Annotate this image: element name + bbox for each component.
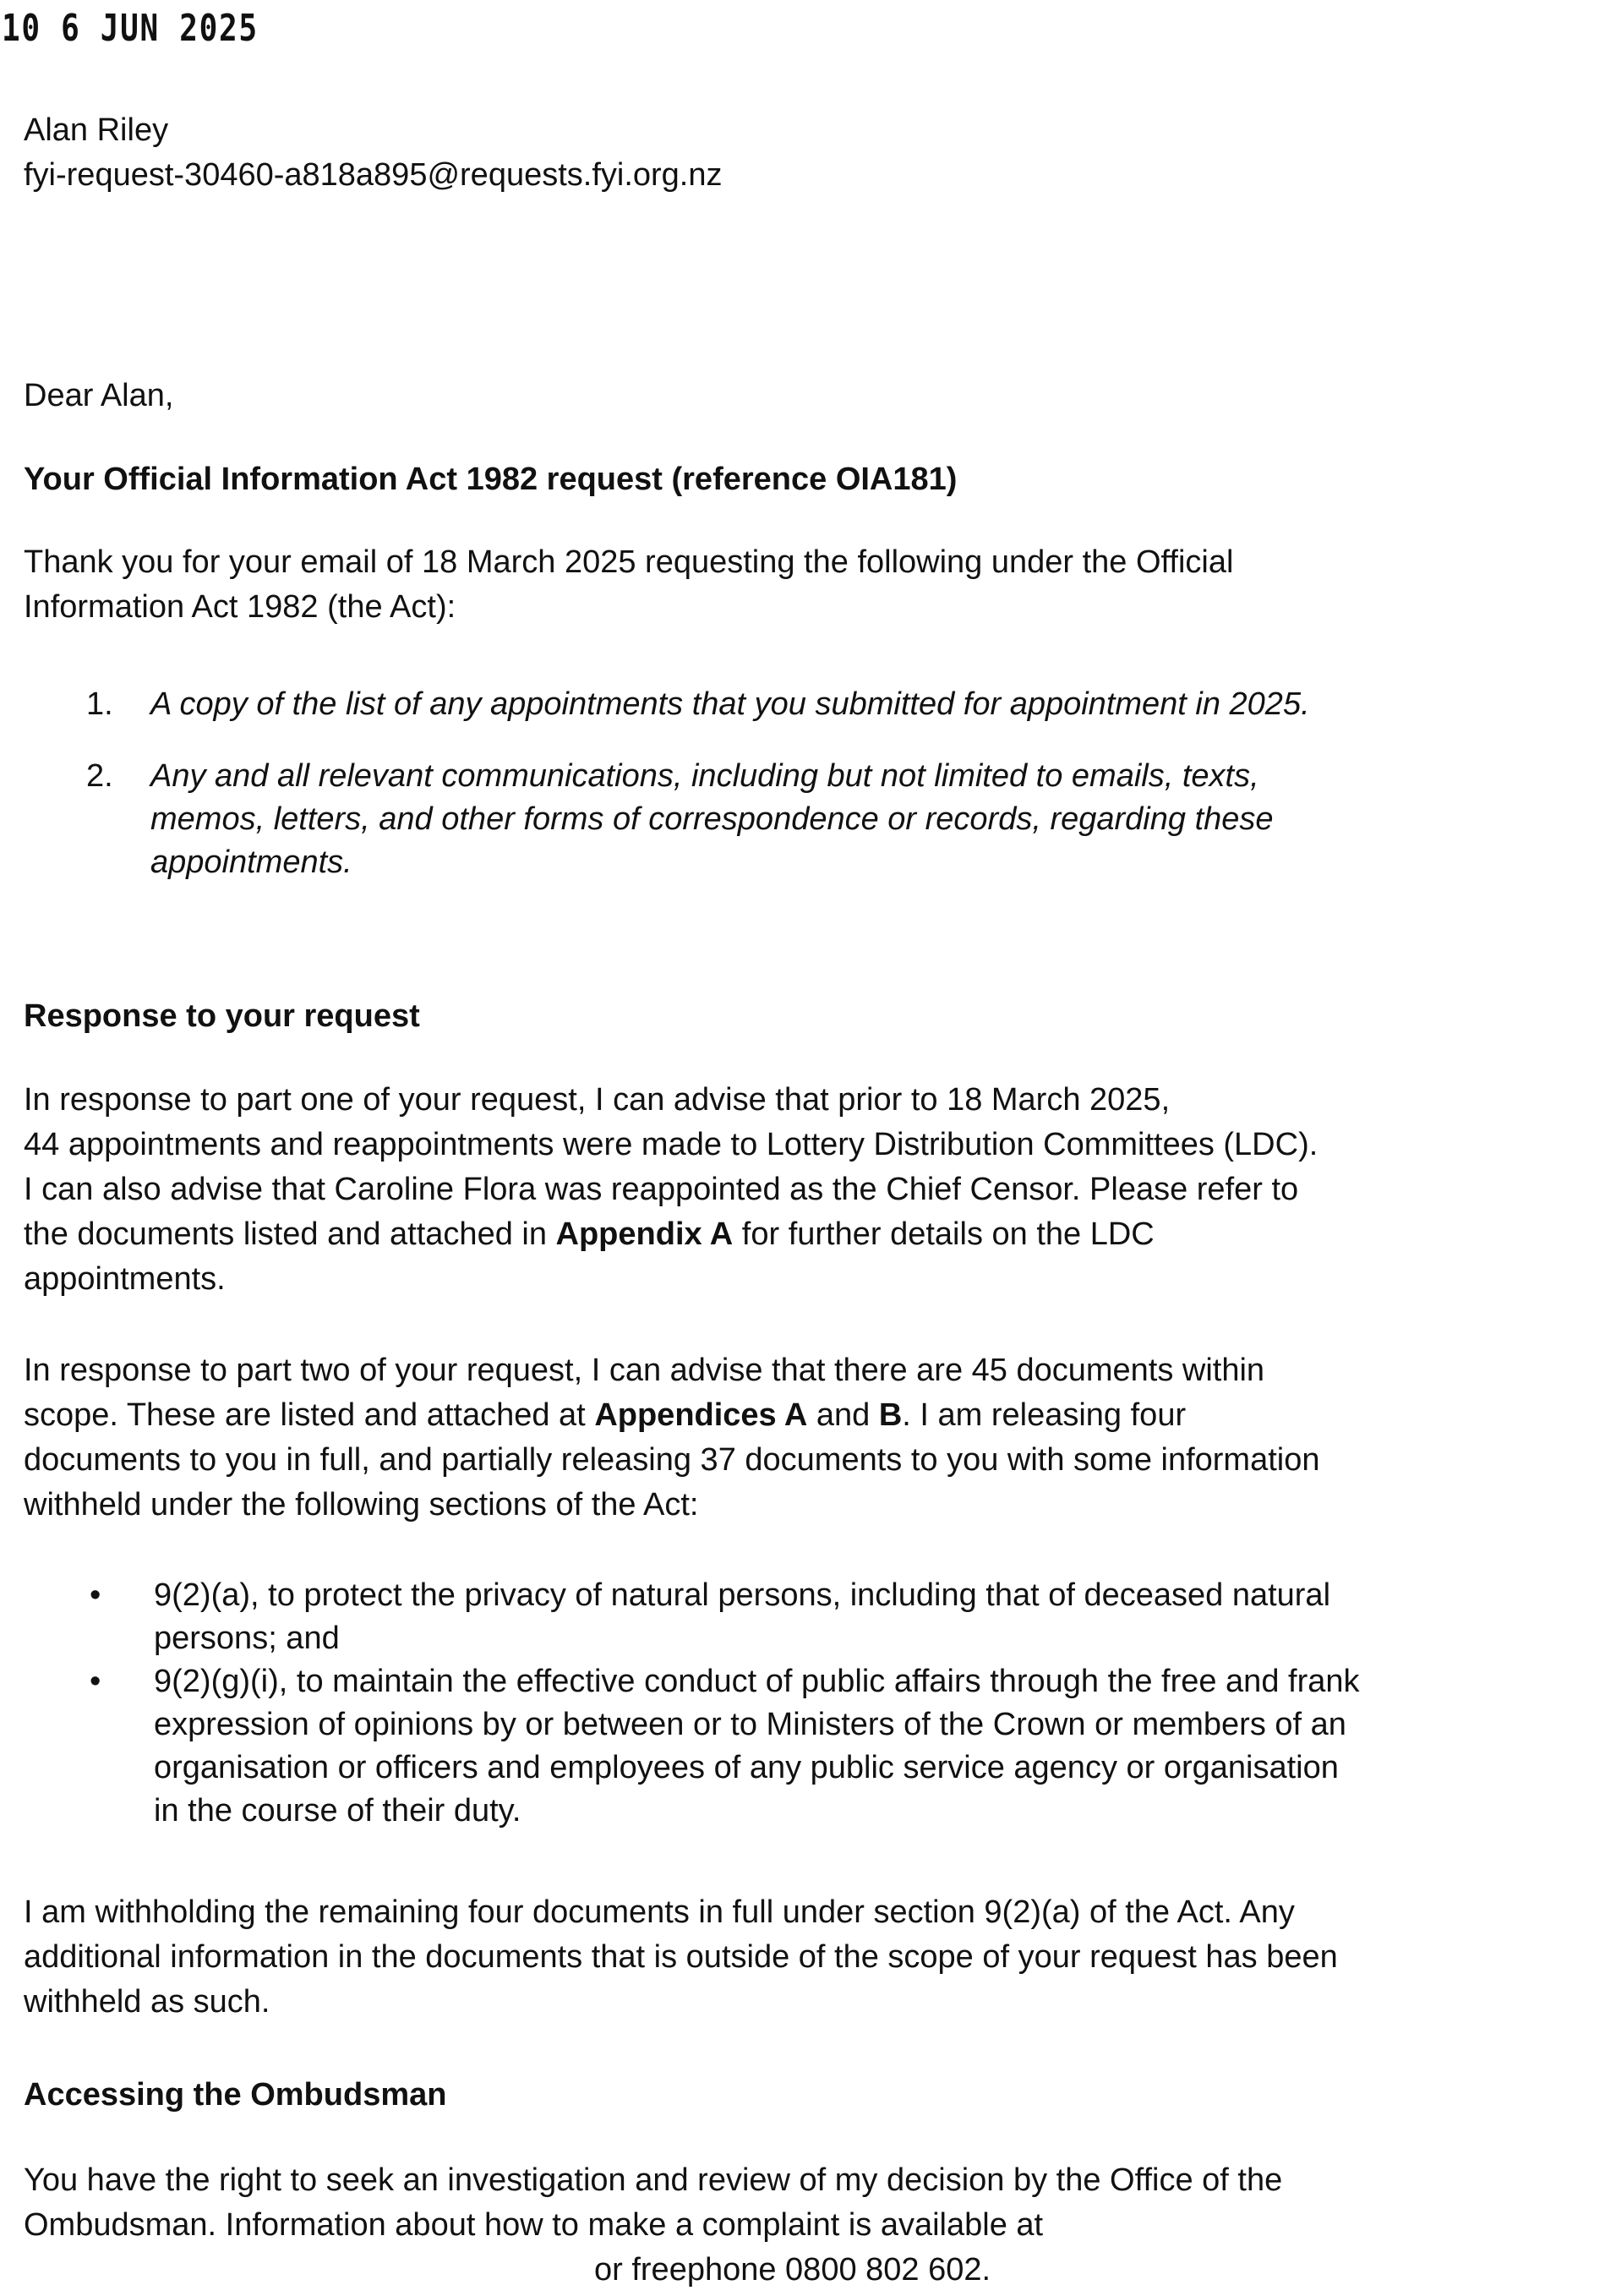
appendix-a-reference: Appendix A (555, 1216, 734, 1252)
request-item-line: appointments. (150, 845, 352, 880)
recipient-email: fyi-request-30460-a818a895@requests.fyi.org.nz (24, 157, 723, 193)
section-line: organisation or officers and employees of any public service agency or organisation (154, 1750, 1339, 1785)
appendix-b-reference: B (878, 1397, 903, 1433)
section-line: 9(2)(g)(i), to maintain the effective conduct of public affairs through the free and frank (154, 1664, 1360, 1699)
bullet-icon: • (90, 1664, 101, 1699)
paragraph-line: You have the right to seek an investigation and review of my decision by the Office of the (24, 2162, 1283, 2198)
section-line: expression of opinions by or between or to Ministers of the Crown or members of an (154, 1707, 1346, 1742)
paragraph-line: documents to you in full, and partially releasing 37 documents to you with some information (24, 1442, 1320, 1478)
section-line: in the course of their duty. (154, 1793, 521, 1829)
paragraph-line: or freephone 0800 802 602. (594, 2252, 991, 2288)
request-item-number: 2. (86, 758, 113, 794)
paragraph-line: In response to part one of your request, I can advise that prior to 18 March 2025, (24, 1082, 1171, 1118)
request-item (86, 683, 1587, 726)
paragraph-line: withheld as such. (24, 1984, 270, 2020)
paragraph-line: appointments. (24, 1261, 226, 1297)
recipient-name: Alan Riley (24, 112, 169, 148)
withholding-section-item (90, 1660, 1608, 1833)
subject-heading: Your Official Information Act 1982 request (reference OIA181) (24, 462, 958, 497)
response-part-one-paragraph (24, 1078, 1604, 1302)
request-item (86, 755, 1587, 884)
paragraph-line (24, 1212, 1604, 1257)
paragraph-line: I am withholding the remaining four documents in full under section 9(2)(a) of the Act. Any (24, 1894, 1295, 1930)
request-item-line: Any and all relevant communications, including but not limited to emails, texts, (150, 758, 1259, 794)
paragraph-line: withheld under the following sections of the Act: (24, 1487, 699, 1522)
paragraph-line: In response to part two of your request, I can advise that there are 45 documents within (24, 1353, 1265, 1388)
response-heading: Response to your request (24, 998, 420, 1034)
response-part-two-paragraph (24, 1348, 1604, 1528)
request-item-line: memos, letters, and other forms of correspondence or records, regarding these (150, 801, 1274, 837)
salutation: Dear Alan, (24, 378, 174, 413)
paragraph-line: additional information in the documents that is outside of the scope of your request has been (24, 1939, 1338, 1975)
received-date-stamp: 10 6 JUN 2025 (2, 7, 259, 50)
withholding-sections-list (90, 1574, 1608, 1833)
text-run: for further details on the LDC (733, 1216, 1155, 1252)
section-line: persons; and (154, 1621, 340, 1656)
intro-line: Information Act 1982 (the Act): (24, 589, 456, 625)
withholding-section-item (90, 1574, 1608, 1660)
text-run: the documents listed and attached in (24, 1216, 556, 1252)
section-line: 9(2)(a), to protect the privacy of natural persons, including that of deceased natural (154, 1577, 1331, 1613)
ombudsman-paragraph (24, 2158, 1604, 2293)
intro-line: Thank you for your email of 18 March 2025 requesting the following under the Official (24, 544, 1234, 580)
withholding-paragraph (24, 1890, 1604, 2025)
intro-paragraph (24, 540, 1596, 630)
ombudsman-heading: Accessing the Ombudsman (24, 2077, 447, 2113)
request-item-line: A copy of the list of any appointments that you submitted for appointment in 2025. (150, 686, 1310, 722)
appendices-a-reference: Appendices A (594, 1397, 808, 1433)
text-run: and (807, 1397, 879, 1433)
paragraph-line: Ombudsman. Information about how to make a complaint is available at (24, 2207, 1044, 2243)
recipient-block (24, 108, 723, 198)
text-run: scope. These are listed and attached at (24, 1397, 595, 1433)
bullet-icon: • (90, 1577, 101, 1613)
request-item-number: 1. (86, 686, 113, 722)
text-run: . I am releasing four (902, 1397, 1187, 1433)
paragraph-line: 44 appointments and reappointments were made to Lottery Distribution Committees (LDC). (24, 1127, 1318, 1162)
request-items-list (86, 683, 1587, 913)
paragraph-line (24, 1393, 1604, 1438)
paragraph-line: I can also advise that Caroline Flora was reappointed as the Chief Censor. Please refer to (24, 1172, 1299, 1207)
